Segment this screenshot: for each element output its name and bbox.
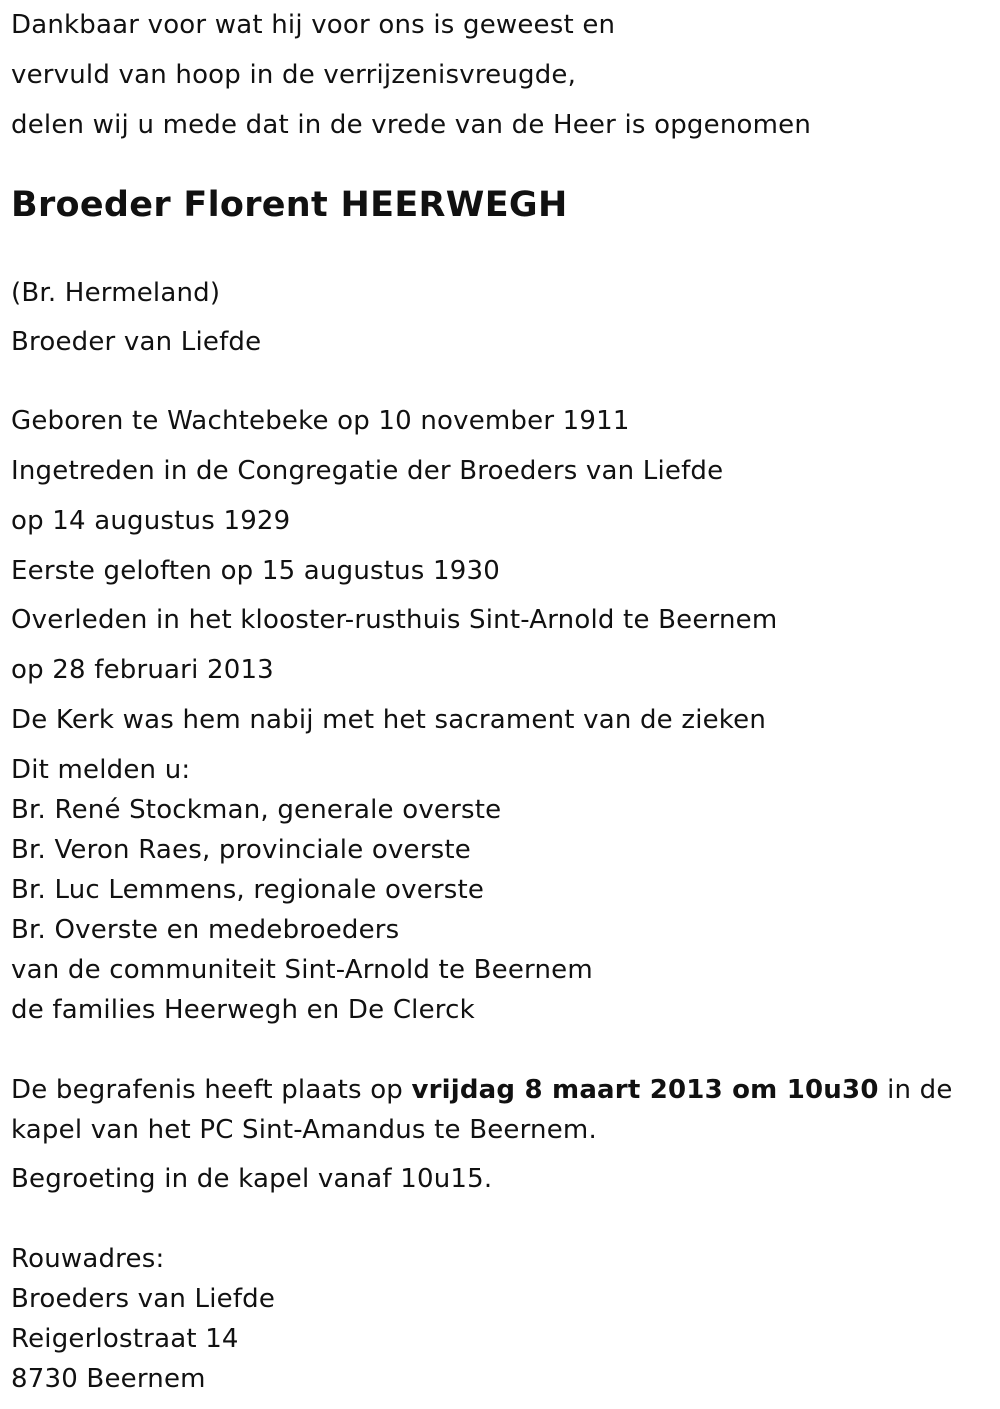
- address-org: Broeders van Liefde: [11, 1284, 276, 1314]
- funeral-suffix: in de: [878, 1075, 953, 1105]
- bio-line-vows: Eerste geloften op 15 augustus 1930: [11, 556, 500, 586]
- bio-line-died-date: op 28 februari 2013: [11, 655, 274, 685]
- funeral-date-time: vrijdag 8 maart 2013 om 10u30: [411, 1075, 879, 1105]
- bio-line-sacrament: De Kerk was hem nabij met het sacrament van de zieken: [11, 705, 767, 735]
- bio-line-entered-date: op 14 augustus 1929: [11, 506, 291, 536]
- bio-line-born: Geboren te Wachtebeke op 10 november 1911: [11, 406, 630, 436]
- religious-name: (Br. Hermeland): [11, 278, 221, 308]
- announcer-line: Br. Luc Lemmens, regionale overste: [11, 875, 485, 905]
- announcer-line: de families Heerwegh en De Clerck: [11, 995, 475, 1025]
- bio-line-entered: Ingetreden in de Congregatie der Broeders van Liefde: [11, 456, 724, 486]
- intro-line-2: vervuld van hoop in de verrijzenisvreugde,: [11, 60, 577, 90]
- announcer-line: Br. Veron Raes, provinciale overste: [11, 835, 471, 865]
- announcer-line: Br. René Stockman, generale overste: [11, 795, 502, 825]
- announcers-heading: Dit melden u:: [11, 755, 191, 785]
- deceased-name: Broeder Florent HEERWEGH: [11, 185, 568, 225]
- intro-line-1: Dankbaar voor wat hij voor ons is geweest en: [11, 10, 616, 40]
- funeral-line-2: kapel van het PC Sint-Amandus te Beernem.: [11, 1115, 597, 1145]
- funeral-line-1: [11, 1073, 953, 1107]
- bio-line-died: Overleden in het klooster-rusthuis Sint-Arnold te Beernem: [11, 605, 778, 635]
- announcer-line: van de communiteit Sint-Arnold te Beernem: [11, 955, 593, 985]
- announcer-line: Br. Overste en medebroeders: [11, 915, 400, 945]
- address-city: 8730 Beernem: [11, 1364, 206, 1394]
- funeral-prefix: De begrafenis heeft plaats op: [11, 1075, 412, 1105]
- religious-order: Broeder van Liefde: [11, 327, 262, 357]
- address-heading: Rouwadres:: [11, 1244, 165, 1274]
- greeting-line: Begroeting in de kapel vanaf 10u15.: [11, 1164, 493, 1194]
- intro-line-3: delen wij u mede dat in de vrede van de Heer is opgenomen: [11, 110, 812, 140]
- address-street: Reigerlostraat 14: [11, 1324, 239, 1354]
